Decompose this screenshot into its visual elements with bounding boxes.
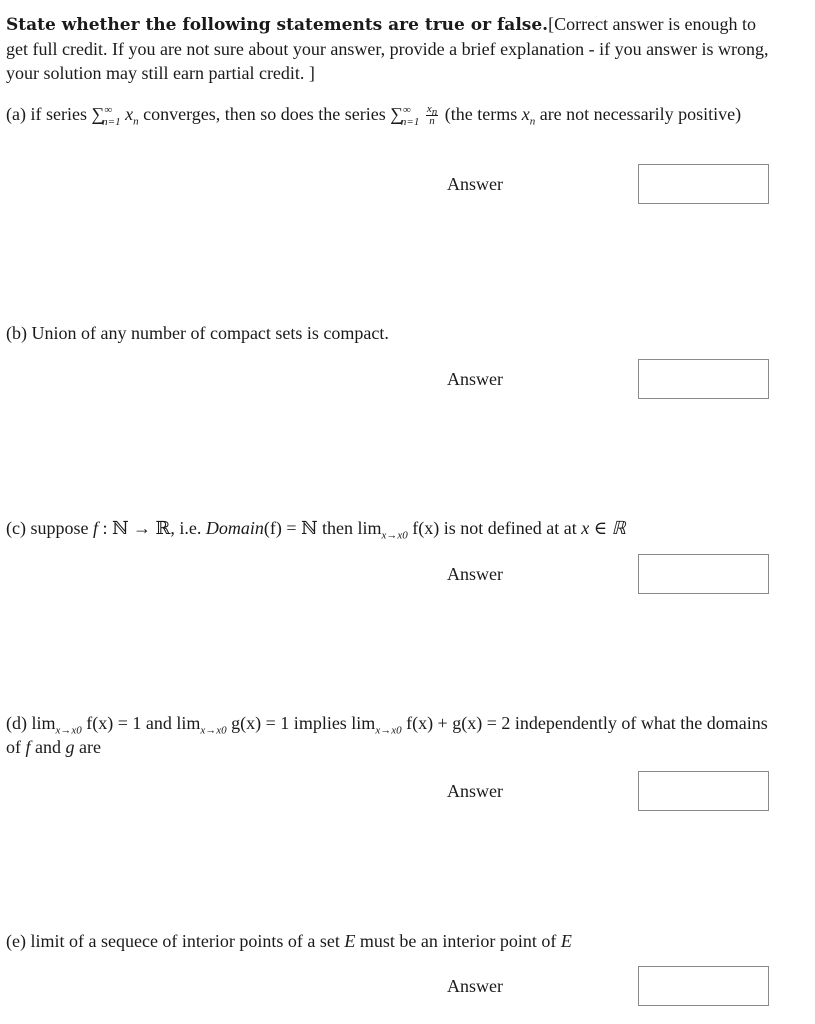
- frac-num: x: [426, 103, 432, 116]
- instructions-text: [Correct answer is enough to get full credit. If you are not sure about your answer, provide a brief explanation - if you answer is wrong, your solution may still earn partial credit. ]: [6, 14, 769, 83]
- question-d-are: are: [74, 737, 101, 757]
- answer-input-c[interactable]: [638, 554, 769, 594]
- answer-label-a: Answer: [447, 174, 503, 194]
- term-xn-2: [521, 104, 536, 128]
- question-c-text-3: f(x) is not defined at at: [407, 518, 582, 538]
- limit-subscript-1: x→x0: [55, 724, 82, 737]
- answer-input-b[interactable]: [638, 359, 769, 399]
- question-a-text-3: (the terms: [440, 104, 522, 124]
- sum-upper: ∞: [104, 104, 113, 116]
- limit-subscript: x→x0: [381, 529, 408, 542]
- answer-input-d[interactable]: [638, 771, 769, 811]
- term-x: x: [125, 104, 134, 124]
- question-e-text-1: (e) limit of a sequece of interior points of a set: [6, 931, 345, 951]
- question-e: [6, 929, 786, 953]
- question-a-text-1: (a) if series: [6, 104, 92, 124]
- sigma-glyph: ∑: [91, 104, 105, 124]
- frac-num-sub: n: [431, 106, 438, 119]
- frac-den: n: [429, 115, 435, 128]
- question-c-text-1: (c) suppose: [6, 518, 93, 538]
- func-g-d: g: [65, 737, 75, 757]
- answer-label-e: Answer: [447, 976, 503, 996]
- func-f-d: f: [25, 737, 31, 757]
- question-c-map: : ℕ → ℝ, i.e.: [98, 518, 206, 538]
- question-d-text-4: f(x) + g(x) = 2 independently of what the domains of: [6, 713, 768, 757]
- instructions-heading: State whether the following statements are true or false.: [6, 15, 549, 35]
- set-E-2: E: [560, 931, 572, 951]
- term-x-2: x: [521, 104, 530, 124]
- answer-input-e[interactable]: [638, 966, 769, 1006]
- question-b: (b) Union of any number of compact sets is compact.: [6, 323, 389, 343]
- answer-input-a[interactable]: [638, 164, 769, 204]
- answer-label-c: Answer: [447, 564, 503, 584]
- set-E: E: [344, 931, 356, 951]
- question-a-text-2: converges, then so does the series: [138, 104, 391, 124]
- sum-lower-2: n=1: [400, 115, 420, 128]
- domain-word: Domain: [205, 518, 264, 538]
- question-c-text-4: x ∈ ℝ: [581, 518, 626, 538]
- question-a: [6, 102, 786, 127]
- question-d-and: and: [30, 737, 66, 757]
- question-d-text-1: (d) lim: [6, 713, 56, 733]
- question-a-text-4: are not necessarily positive): [535, 104, 742, 124]
- question-d: [6, 711, 786, 759]
- question-d-text-3: g(x) = 1 implies lim: [226, 713, 376, 733]
- instructions: [6, 12, 778, 85]
- sum-upper-2: ∞: [403, 104, 411, 116]
- question-c: [6, 516, 786, 540]
- answer-label-b: Answer: [447, 369, 503, 389]
- limit-subscript-3: x→x0: [375, 724, 402, 737]
- sum-symbol: [91, 104, 121, 128]
- limit-subscript-2: x→x0: [200, 724, 227, 737]
- question-d-text-2: f(x) = 1 and lim: [81, 713, 201, 733]
- answer-label-d: Answer: [447, 781, 503, 801]
- term-n-2: n: [529, 115, 536, 128]
- sum-lower: n=1: [102, 115, 121, 128]
- term-xn: [125, 104, 139, 128]
- fraction-xn-over-n: [426, 104, 438, 127]
- question-e-text-2: must be an interior point of: [355, 931, 561, 951]
- sum-symbol-2: [390, 104, 420, 128]
- sigma-glyph-2: ∑: [390, 104, 404, 124]
- func-f: f: [92, 518, 98, 538]
- term-n: n: [133, 115, 139, 128]
- question-c-text-2: (f) = ℕ then lim: [263, 518, 382, 538]
